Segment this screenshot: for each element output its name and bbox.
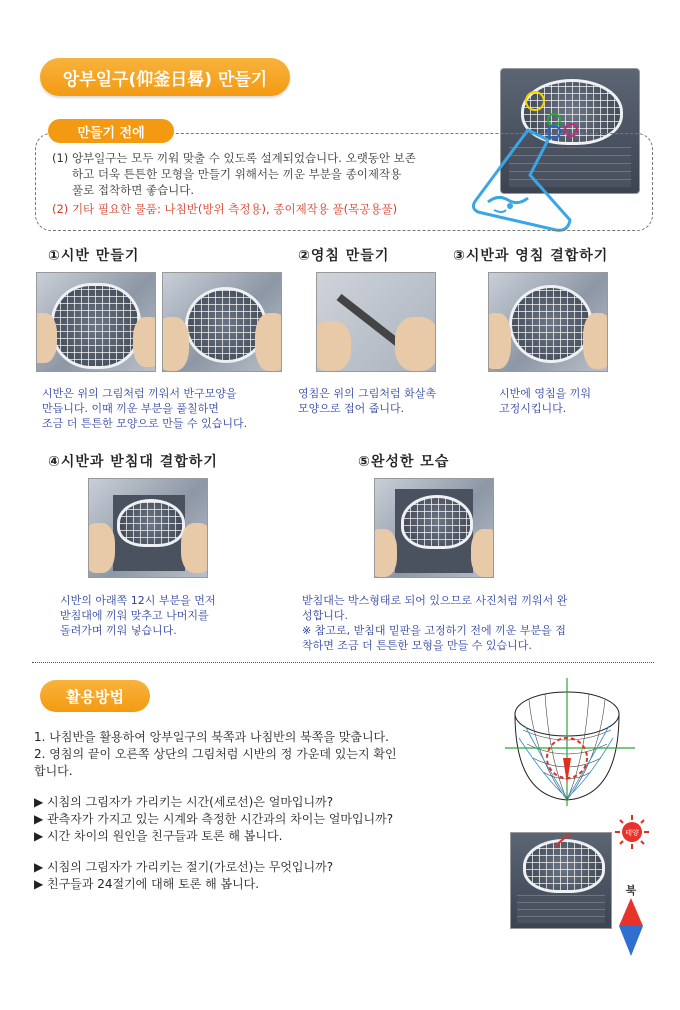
usage-line-2b: 합니다. (34, 764, 73, 778)
step4-photo (88, 478, 208, 578)
step1-caption-line: 시반은 위의 그림처럼 끼워서 반구모양을 (42, 387, 237, 400)
step5-caption-line: 성합니다. (302, 609, 349, 622)
prep-line-1a: (1) 앙부일구는 모두 끼워 맞출 수 있도록 설계되었습니다. 오랫동안 보존 (52, 151, 416, 165)
preparation-tag: 만들기 전에 (48, 119, 174, 143)
step1-caption-line: 만듭니다. 이때 끼운 부분을 풀칠하면 (42, 402, 219, 415)
sun-icon (614, 814, 650, 850)
step5-heading: ⑤완성한 모습 (358, 454, 450, 470)
step3-heading: ③시반과 영침 결합하기 (453, 248, 609, 264)
north-arrow-icon (619, 898, 643, 956)
hemisphere-diagram (505, 678, 635, 806)
step5-caption-line: 착하면 조금 더 튼튼한 모형을 만들 수 있습니다. (302, 639, 532, 652)
step4-caption-line: 시반의 아래쪽 12시 부분을 먼저 (60, 594, 216, 607)
step2-heading: ②영침 만들기 (298, 248, 390, 264)
usage-tag: 활용방법 (40, 680, 150, 712)
question-5: ▶ 친구들과 24절기에 대해 토론 해 봅니다. (34, 877, 260, 891)
step2-photo (316, 272, 436, 372)
step1-photo-b (162, 272, 282, 372)
step4-heading: ④시반과 받침대 결합하기 (48, 454, 218, 470)
step4-caption-line: 받침대에 끼워 맞추고 나머지를 (60, 609, 209, 622)
prep-line-2: (2) 기타 필요한 물품: 나침반(방위 측정용), 종이제작용 풀(목공용풀) (52, 202, 398, 216)
step1-caption-line: 조금 더 튼튼한 모양으로 만들 수 있습니다. (42, 417, 248, 430)
page-title: 앙부일구(仰釜日晷) 만들기 (40, 58, 290, 96)
preparation-text (52, 150, 492, 217)
step1-caption (42, 386, 292, 431)
question-3: ▶ 시간 차이의 원인을 친구들과 토론 해 봅니다. (34, 829, 283, 843)
step4-caption (60, 593, 280, 638)
step2-caption-line: 영침은 위의 그림처럼 화살촉 (298, 387, 437, 400)
step3-caption-line: 시반에 영침을 끼워 (499, 387, 592, 400)
step3-caption (499, 386, 639, 416)
sundial-sun-photo (510, 832, 612, 929)
sun-label: 태양 (625, 829, 639, 837)
step2-caption (298, 386, 468, 416)
step5-caption-line: 받침대는 박스형태로 되어 있으므로 사진처럼 끼워서 완 (302, 594, 568, 607)
step2-caption-line: 모양으로 접어 줍니다. (298, 402, 405, 415)
step1-photo-a (36, 272, 156, 372)
step3-photo (488, 272, 608, 372)
step4-caption-line: 돌려가며 끼워 넣습니다. (60, 624, 177, 637)
question-1: ▶ 시침의 그림자가 가리키는 시간(세로선)은 얼마입니까? (34, 795, 334, 809)
step5-caption-line: ※ 참고로, 받침대 밑판을 고정하기 전에 끼운 부분을 접 (302, 624, 566, 637)
step5-photo (374, 478, 494, 578)
usage-line-1: 1. 나침반을 활용하여 앙부일구의 북쪽과 나침반의 북쪽을 맞춥니다. (34, 730, 389, 744)
step1-heading: ①시반 만들기 (48, 248, 140, 264)
step3-caption-line: 고정시킵니다. (499, 402, 567, 415)
question-2: ▶ 관측자가 가지고 있는 시계와 측정한 시간과의 차이는 얼마입니까? (34, 812, 394, 826)
prep-line-1b: 하고 더욱 튼튼한 모형을 만들기 위해서는 끼운 부분을 종이제작용 (72, 167, 402, 181)
question-4: ▶ 시침의 그림자가 가리키는 절기(가로선)는 무엇입니까? (34, 860, 334, 874)
prep-line-1c: 풀로 접착하면 좋습니다. (72, 183, 195, 197)
section-divider (32, 662, 654, 663)
usage-line-2a: 2. 영침의 끝이 오른쪽 상단의 그림처럼 시반의 정 가운데 있는지 확인 (34, 747, 397, 761)
north-label: 북 (625, 884, 637, 897)
usage-text (34, 729, 502, 893)
step5-caption (302, 593, 642, 653)
